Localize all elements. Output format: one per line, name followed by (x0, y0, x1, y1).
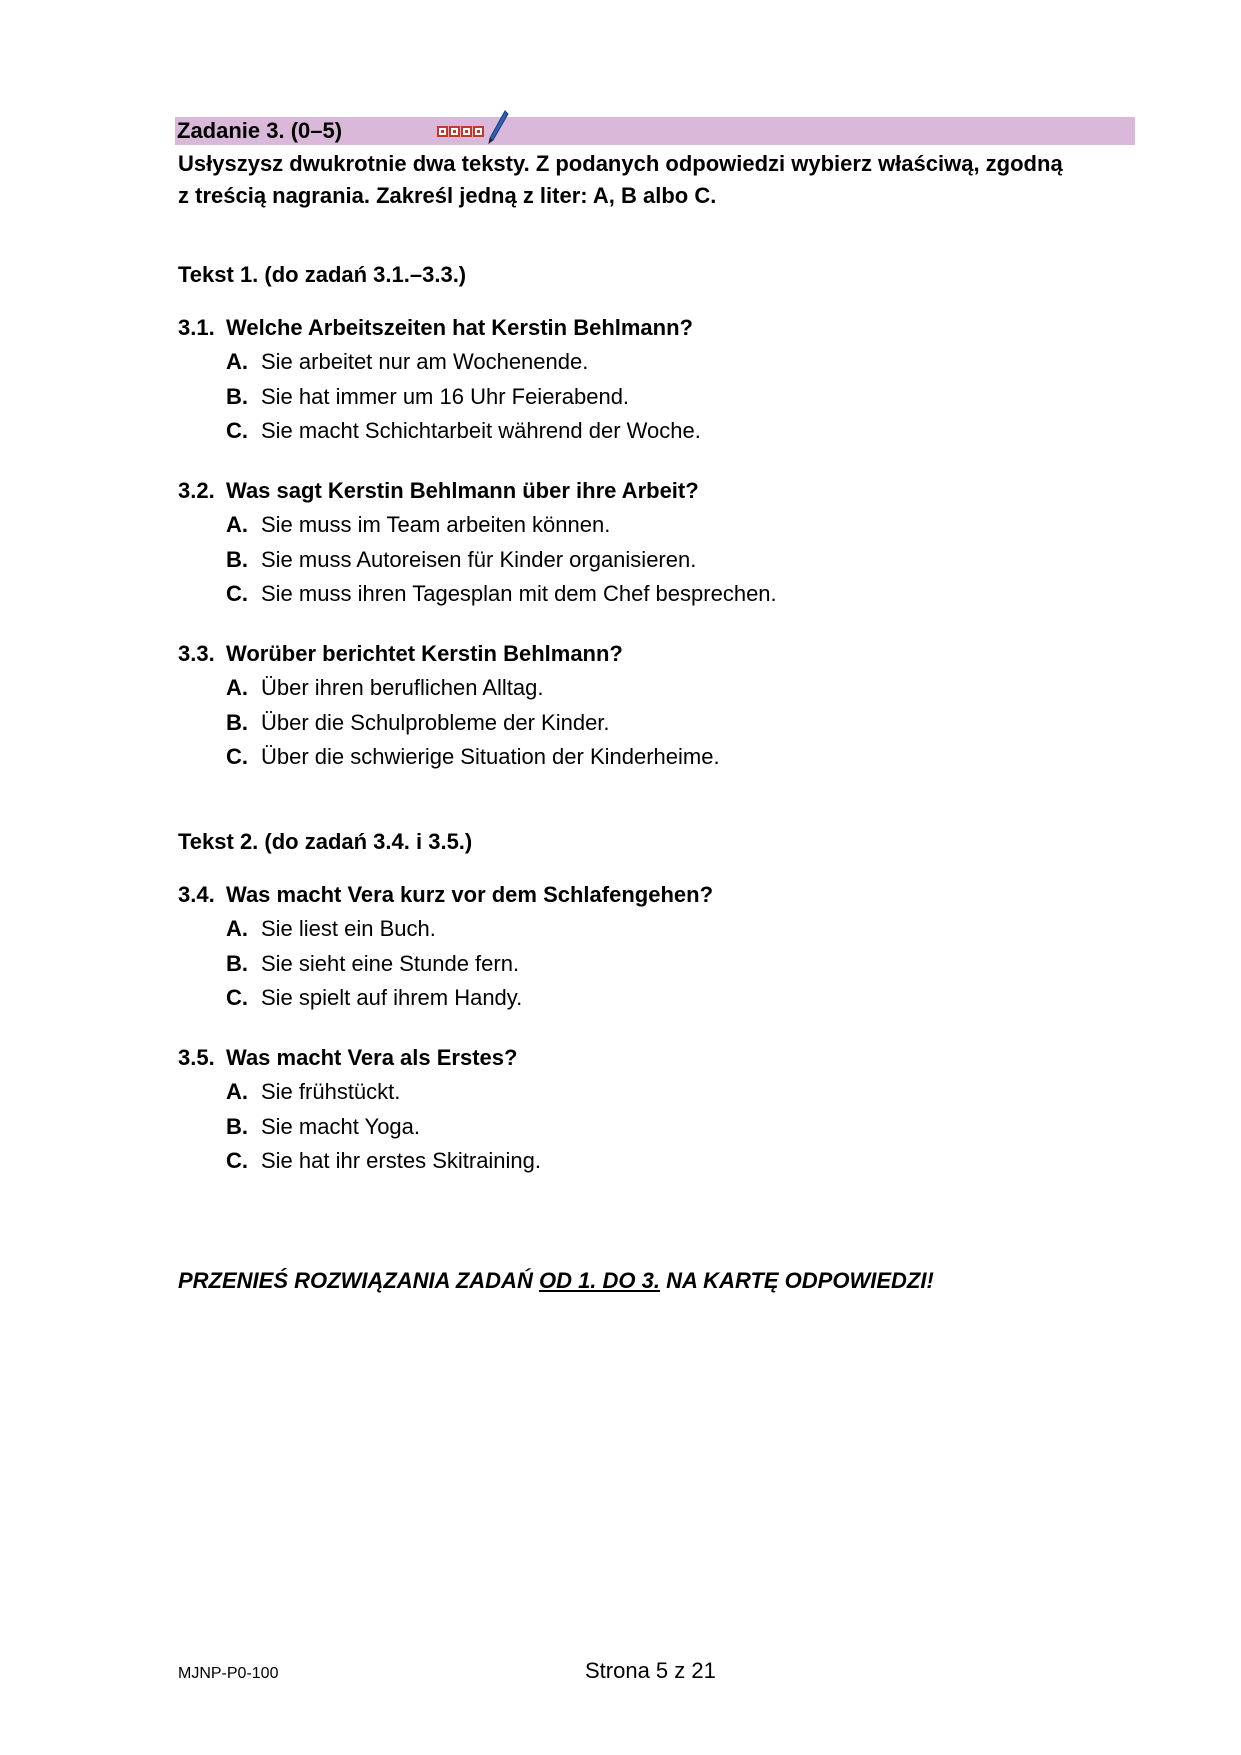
question-number: 3.4. (178, 882, 215, 907)
transfer-text: NA KARTĘ ODPOWIEDZI! (660, 1268, 934, 1293)
checkbox-icon (473, 126, 484, 137)
task-icons (437, 117, 509, 145)
checkbox-icon (461, 126, 472, 137)
task-header (175, 117, 1135, 145)
checkbox-icon (437, 126, 448, 137)
option-text: Sie sieht eine Stunde fern. (261, 950, 520, 976)
question-3-5 (178, 1041, 1078, 1179)
option-text: Sie liest ein Buch. (261, 916, 436, 942)
answer-option[interactable] (178, 981, 1078, 1016)
question-text: Worüber berichtet Kerstin Behlmann? (226, 641, 623, 666)
option-letter: B. (226, 383, 248, 409)
answer-option[interactable] (178, 1144, 1078, 1179)
option-text: Sie muss im Team arbeiten können. (261, 512, 611, 538)
option-text: Über die Schulprobleme der Kinder. (261, 709, 610, 735)
option-letter: A. (226, 916, 248, 942)
question-3-4 (178, 878, 1078, 1016)
answer-option[interactable] (178, 947, 1078, 982)
answer-option[interactable] (178, 345, 1078, 380)
instruction-line: z treścią nagrania. Zakreśl jedną z liter: A, B albo C. (178, 183, 717, 208)
option-text: Über die schwierige Situation der Kinderheime. (261, 744, 720, 770)
question-text: Was sagt Kerstin Behlmann über ihre Arbeit? (226, 478, 699, 503)
question-number: 3.5. (178, 1045, 215, 1070)
option-text: Sie hat immer um 16 Uhr Feierabend. (261, 383, 630, 409)
option-letter: A. (226, 512, 248, 538)
answer-option[interactable] (178, 380, 1078, 415)
option-text: Sie hat ihr erstes Skitraining. (261, 1148, 542, 1174)
pen-icon (487, 110, 509, 144)
question-number: 3.1. (178, 315, 215, 340)
option-letter: A. (226, 349, 248, 375)
option-letter: B. (226, 1113, 248, 1139)
option-letter: A. (226, 1079, 248, 1105)
instruction-line: Usłyszysz dwukrotnie dwa teksty. Z podanych odpowiedzi wybierz właściwą, zgodną (178, 151, 1063, 176)
option-text: Sie muss ihren Tagesplan mit dem Chef besprechen. (261, 581, 777, 607)
answer-option[interactable] (178, 1110, 1078, 1145)
option-text: Über ihren beruflichen Alltag. (261, 675, 544, 701)
question-3-1 (178, 311, 1078, 449)
option-letter: B. (226, 709, 248, 735)
option-letter: C. (226, 418, 248, 444)
answer-option[interactable] (178, 671, 1078, 706)
option-text: Sie macht Yoga. (261, 1113, 421, 1139)
transfer-text: PRZENIEŚ ROZWIĄZANIA ZADAŃ (178, 1268, 539, 1293)
question-number: 3.3. (178, 641, 215, 666)
transfer-underlined: OD 1. DO 3. (538, 1268, 660, 1293)
option-letter: A. (226, 675, 248, 701)
checkbox-icon (449, 126, 460, 137)
question-3-2 (178, 474, 1078, 612)
option-letter: C. (226, 1148, 248, 1174)
transfer-instruction (178, 1268, 934, 1294)
option-letter: B. (226, 546, 248, 572)
answer-option[interactable] (178, 577, 1078, 612)
option-text: Sie frühstückt. (261, 1079, 401, 1105)
task-instruction (178, 148, 1138, 212)
page-number: Strona 5 z 21 (585, 1658, 716, 1683)
option-letter: C. (226, 985, 248, 1011)
question-number: 3.2. (178, 478, 215, 503)
answer-option[interactable] (178, 706, 1078, 741)
answer-option[interactable] (178, 912, 1078, 947)
answer-option[interactable] (178, 1075, 1078, 1110)
text2-heading: Tekst 2. (do zadań 3.4. i 3.5.) (178, 829, 473, 854)
question-3-3 (178, 637, 1078, 775)
text1-heading: Tekst 1. (do zadań 3.1.–3.3.) (178, 262, 467, 287)
answer-option[interactable] (178, 543, 1078, 578)
option-letter: C. (226, 581, 248, 607)
exam-code: MJNP-P0-100 (178, 1665, 279, 1682)
option-text: Sie arbeitet nur am Wochenende. (261, 349, 589, 375)
task-title: Zadanie 3. (0–5) (177, 118, 343, 143)
option-text: Sie macht Schichtarbeit während der Woche. (261, 418, 701, 444)
option-letter: B. (226, 950, 248, 976)
option-text: Sie spielt auf ihrem Handy. (261, 985, 523, 1011)
question-text: Was macht Vera kurz vor dem Schlafengehen? (226, 882, 714, 907)
answer-option[interactable] (178, 414, 1078, 449)
option-letter: C. (226, 744, 248, 770)
question-text: Welche Arbeitszeiten hat Kerstin Behlmann? (226, 315, 693, 340)
question-text: Was macht Vera als Erstes? (226, 1045, 518, 1070)
answer-option[interactable] (178, 508, 1078, 543)
answer-option[interactable] (178, 740, 1078, 775)
option-text: Sie muss Autoreisen für Kinder organisieren. (261, 546, 697, 572)
